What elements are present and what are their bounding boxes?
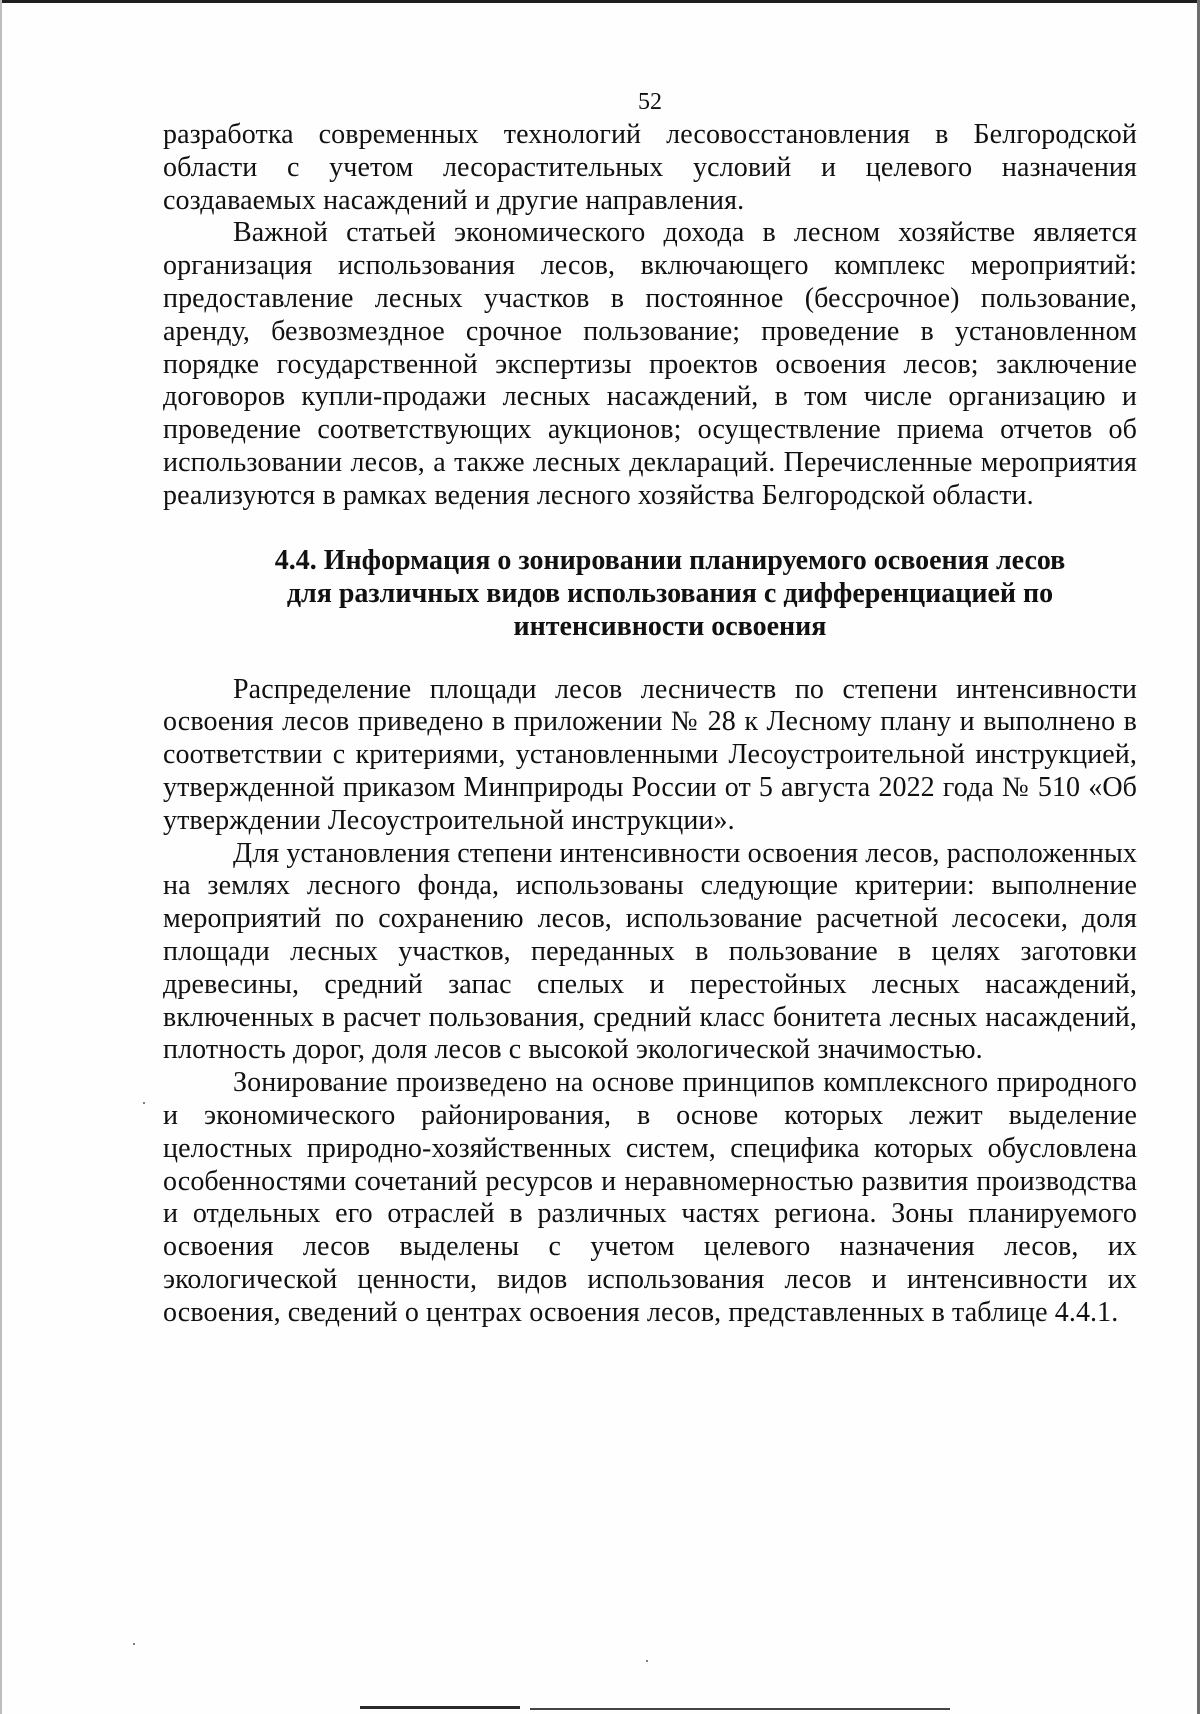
footer-scan-mark [360, 1706, 520, 1709]
scan-speck [133, 1643, 135, 1645]
paragraph: Распределение площади лесов лесничеств по степени интенсивности освоения лесов приведено в приложении № 28 к Лесному плану и выполнено в соответствии с критериями, установленными Лесоустроительной инструкцией, утвержденной приказом Минприроды России от 5 августа 2022 года № 510 «Об утверждении Лесоустроительной инструкции». [163, 673, 1137, 836]
section-heading [223, 544, 1117, 643]
scan-speck [143, 1102, 145, 1104]
paragraph: Важной статьей экономического дохода в лесном хозяйстве является организация использования лесов, включающего комплекс мероприятий: предоставление лесных участков в постоянное (бессрочное) пользование, аренду, безвозмездное срочное пользование; проведение в установленном порядке государственной экспертизы проектов освоения лесов; заключение договоров купли-продажи лесных насаждений, в том числе организацию и проведение соответствующих аукционов; осуществление приема отчетов об использовании лесов, а также лесных деклараций. Перечисленные мероприятия реализуются в рамках ведения лесного хозяйства Белгородской области. [163, 217, 1137, 511]
paragraph: Зонирование произведено на основе принципов комплексного природного и экономического районирования, в основе которых лежит выделение целостных природно-хозяйственных систем, специфика которых обусловлена особенностями сочетаний ресурсов и неравномерностью развития производства и отдельных его отраслей в различных частях региона. Зоны планируемого освоения лесов выделены с учетом целевого назначения лесов, их экологической ценности, видов использования лесов и интенсивности их освоения, сведений о центрах освоения лесов, представленных в таблице 4.4.1. [163, 1067, 1137, 1328]
section-heading-line: интенсивности освоения [513, 610, 827, 642]
document-body [163, 119, 1137, 1330]
scan-edge-top [0, 0, 1200, 3]
section-heading-line: 4.4. Информация о зонировании планируемого освоения лесов [274, 544, 1066, 576]
footer-scan-mark [530, 1708, 950, 1710]
paragraph: Для установления степени интенсивности освоения лесов, расположенных на землях лесного фонда, использованы следующие критерии: выполнение мероприятий по сохранению лесов, использование расчетной лесосеки, доля площади лесных участков, переданных в пользование в целях заготовки древесины, средний запас спелых и перестойных лесных насаждений, включенных в расчет пользования, средний класс бонитета лесных насаждений, плотность дорог, доля лесов с высокой экологической значимостью. [163, 837, 1137, 1066]
page-number: 52 [638, 89, 662, 115]
paragraph: разработка современных технологий лесовосстановления в Белгородской области с учетом лесорастительных условий и целевого назначения создаваемых насаждений и другие направления. [163, 119, 1137, 216]
scan-speck [646, 1660, 648, 1662]
section-heading-line: для различных видов использования с дифференциацией по [286, 577, 1054, 609]
scan-edge-left [0, 0, 2, 1714]
